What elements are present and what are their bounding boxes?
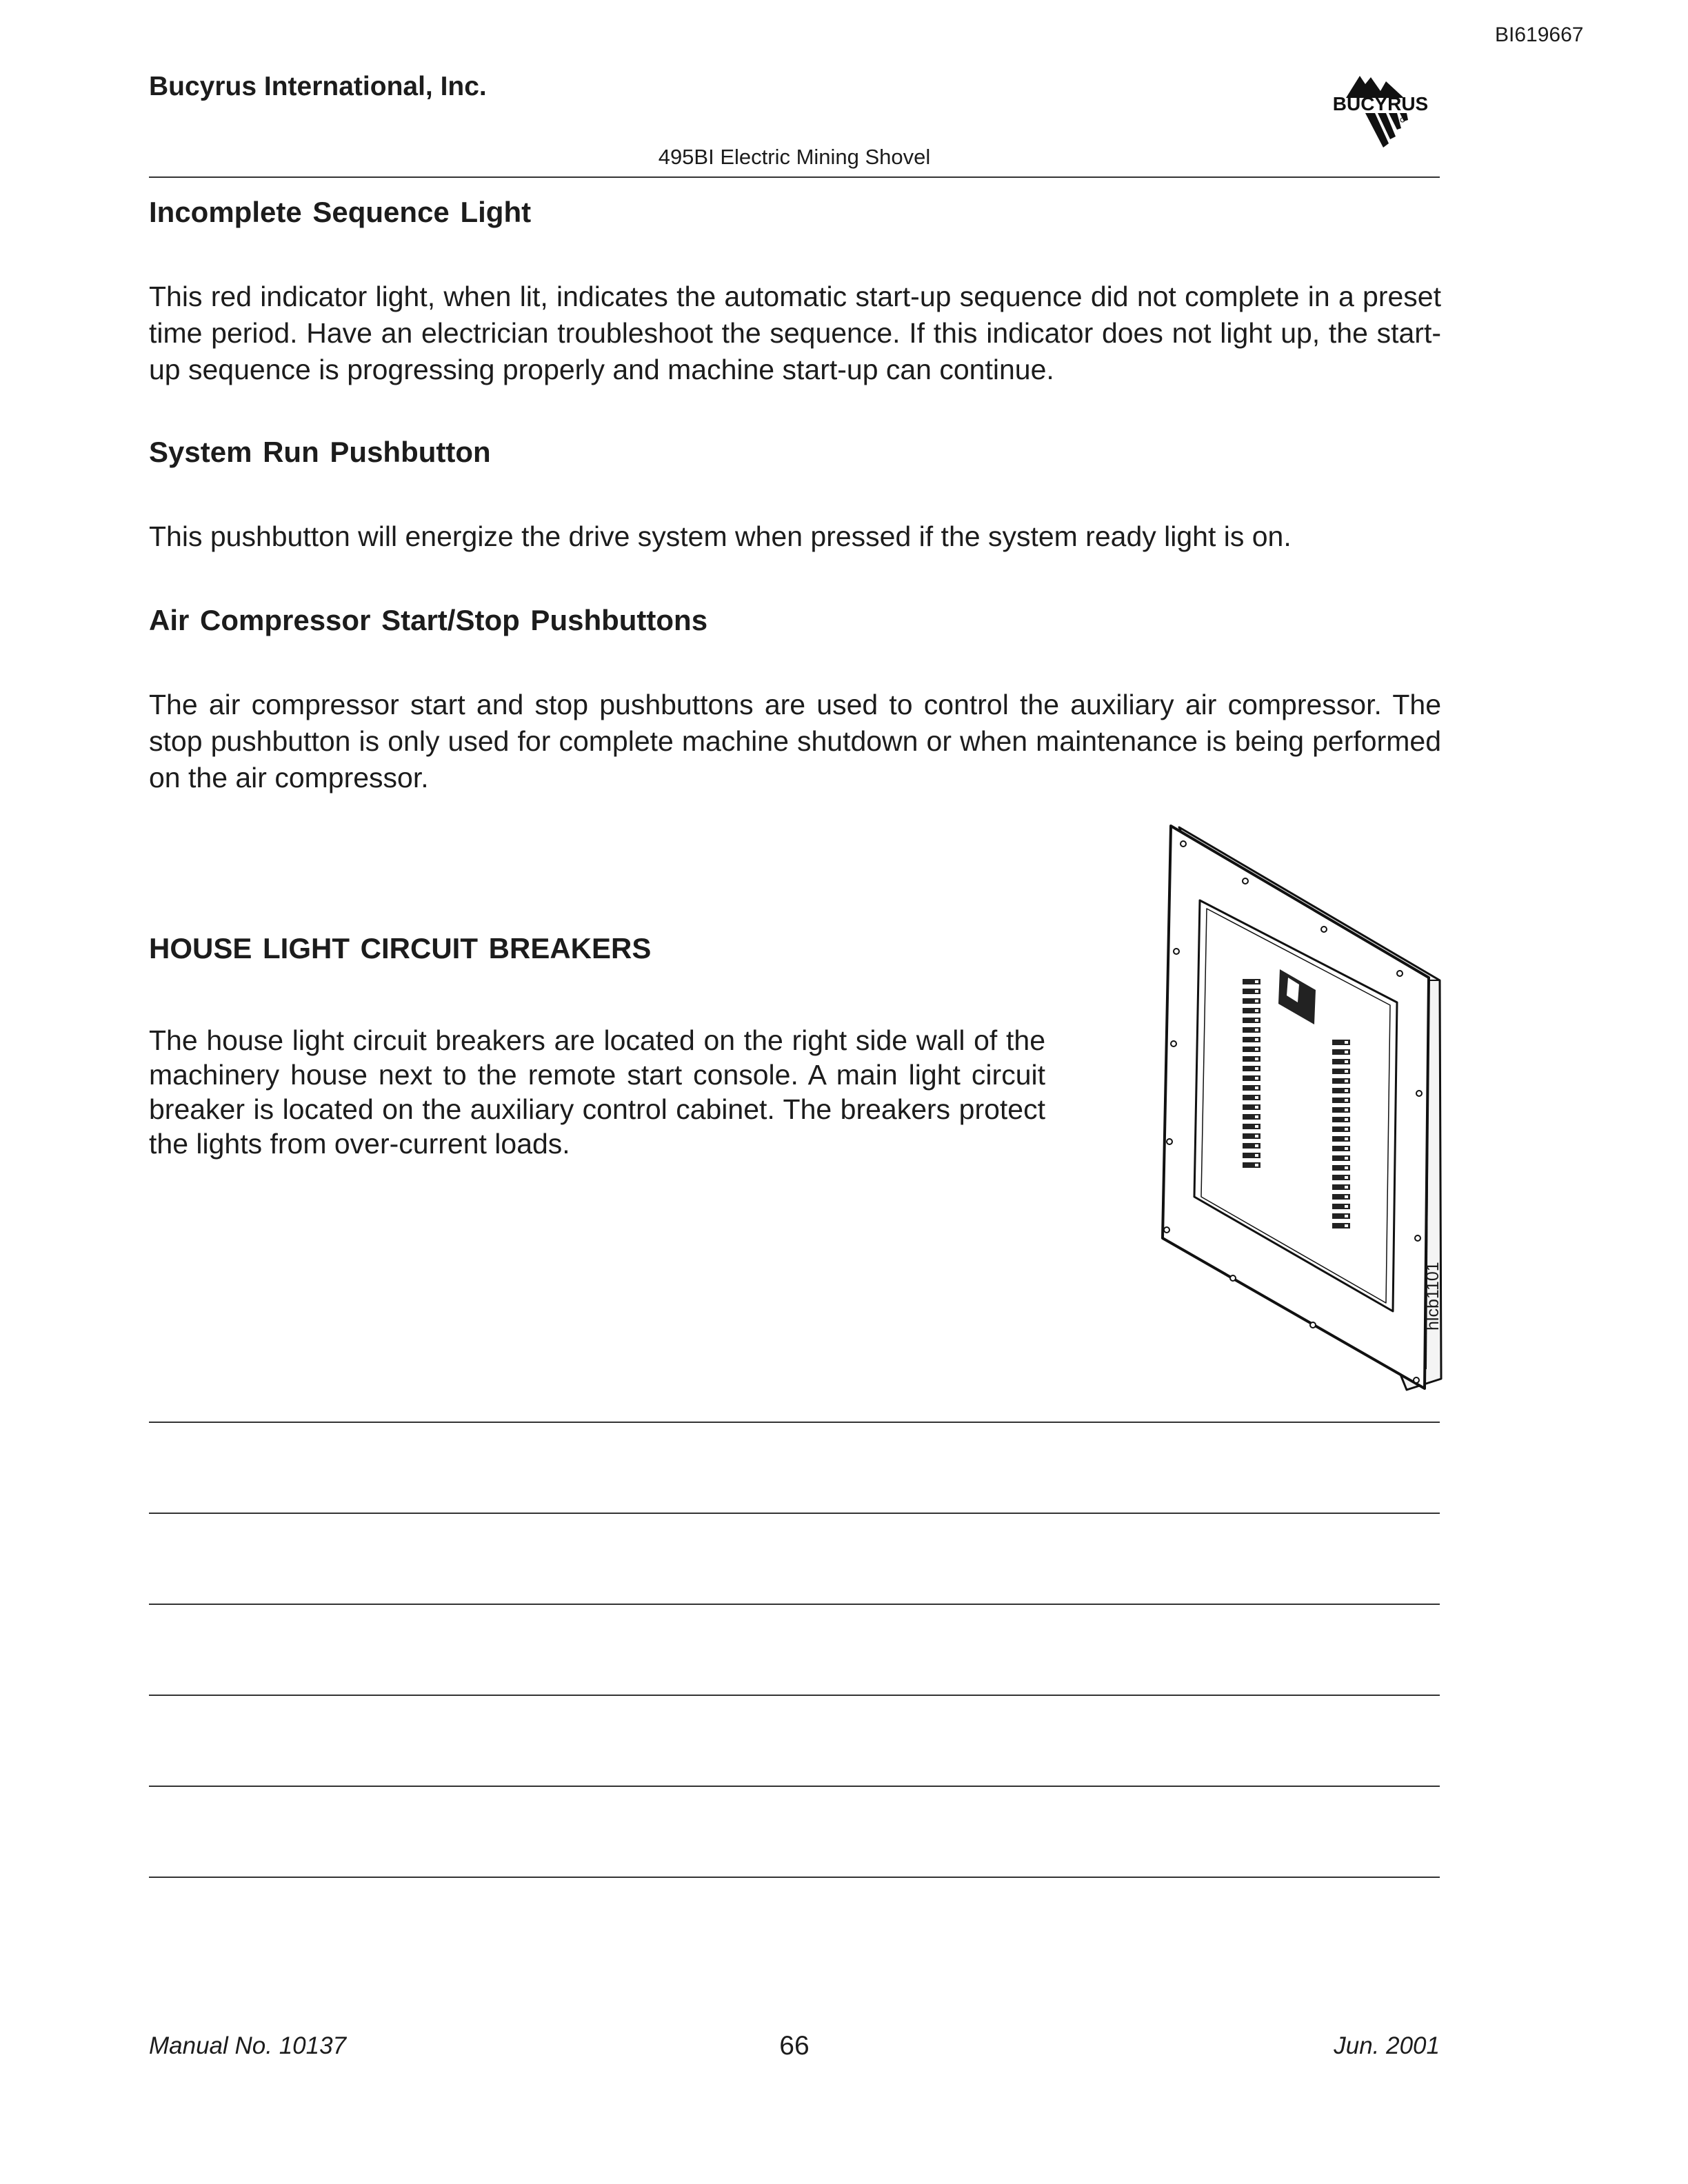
section-heading-house-light-breakers: HOUSE LIGHT CIRCUIT BREAKERS: [149, 932, 652, 964]
publication-date: Jun. 2001: [1334, 2032, 1440, 2059]
manual-number: Manual No. 10137: [149, 2032, 347, 2059]
section-body-incomplete-sequence: This red indicator light, when lit, indicates the automatic start-up sequence did not complete in a preset time period. Have an electrician troubleshoot the sequence. If this indicator does not light up, the start-up sequence is progressing properly and machine start-up can continue.: [149, 281, 1441, 385]
figure-code: hlcb1101: [1423, 1262, 1443, 1331]
company-name: Bucyrus International, Inc.: [149, 72, 487, 101]
note-line: [149, 1877, 1440, 1878]
section-heading-air-compressor: Air Compressor Start/Stop Pushbuttons: [149, 604, 708, 636]
logo-text: BUCYRUS: [1332, 93, 1429, 114]
section-heading-incomplete-sequence: Incomplete Sequence Light: [149, 196, 532, 228]
note-line: [149, 1513, 1440, 1514]
document-id: BI619667: [1495, 23, 1584, 46]
section-body-house-light-breakers: The house light circuit breakers are located on the right side wall of the machinery house next to the remote start console. A main light circuit breaker is located on the auxiliary control cabinet. The breakers protect the lights from over-current loads.: [149, 1024, 1045, 1160]
section-body-air-compressor: The air compressor start and stop pushbuttons are used to control the auxiliary air compressor. The stop pushbutton is only used for complete machine shutdown or when maintenance is being performed on the air compressor.: [149, 689, 1441, 793]
section-body-system-run: This pushbutton will energize the drive system when pressed if the system ready light is on.: [149, 520, 1292, 552]
note-line: [149, 1604, 1440, 1605]
note-line: [149, 1786, 1440, 1787]
header-rule: [149, 176, 1440, 178]
section-heading-system-run: System Run Pushbutton: [149, 436, 491, 468]
bucyrus-logo: [1317, 72, 1444, 152]
note-line: [149, 1422, 1440, 1423]
document-subtitle: 495BI Electric Mining Shovel: [658, 145, 931, 169]
circuit-breaker-panel-illustration: [1152, 820, 1448, 1399]
page-number: 66: [779, 2031, 810, 2061]
note-line: [149, 1695, 1440, 1696]
